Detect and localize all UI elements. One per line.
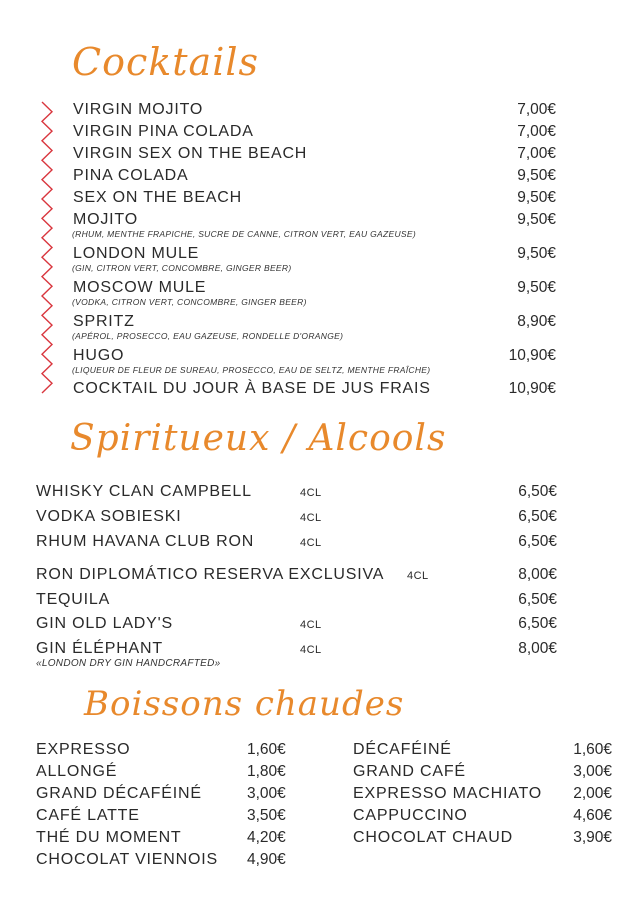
spirit-unit: 4CL <box>300 512 322 524</box>
cocktail-price: 9,50€ <box>517 167 556 184</box>
hot-drink-name: CAFÉ LATTE <box>36 807 140 824</box>
hot-drink-name: THÉ DU MOMENT <box>36 829 182 846</box>
cocktail-description: (RHUM, MENTHE FRAPICHE, SUCRE DE CANNE, CITRON VERT, EAU GAZEUSE) <box>72 229 416 239</box>
cocktail-name: VIRGIN PINA COLADA <box>73 123 254 140</box>
hot-drink-name: EXPRESSO <box>36 741 131 758</box>
spirit-price: 6,50€ <box>518 508 557 525</box>
spirit-price: 6,50€ <box>518 483 557 500</box>
hot-drink-price: 4,60€ <box>573 807 612 824</box>
cocktail-name: VIRGIN MOJITO <box>73 101 204 118</box>
cocktail-price: 9,50€ <box>517 279 556 296</box>
cocktail-name: SPRITZ <box>73 313 135 330</box>
spirit-price: 6,50€ <box>518 533 557 550</box>
spirit-unit: 4CL <box>300 487 322 499</box>
cocktail-name: PINA COLADA <box>73 167 189 184</box>
spirit-price: 6,50€ <box>518 591 557 608</box>
cocktail-name: HUGO <box>73 347 125 364</box>
spirit-name: GIN ÉLÉPHANT <box>36 640 163 657</box>
spirit-description: «LONDON DRY GIN HANDCRAFTED» <box>36 658 221 669</box>
hot-drink-price: 3,00€ <box>247 785 286 802</box>
hot-drink-price: 1,60€ <box>573 741 612 758</box>
cocktail-price: 10,90€ <box>508 347 556 364</box>
spirit-unit: 4CL <box>300 644 322 656</box>
hot-drink-price: 3,90€ <box>573 829 612 846</box>
cocktail-price: 9,50€ <box>517 189 556 206</box>
cocktail-description: (LIQUEUR DE FLEUR DE SUREAU, PROSECCO, EAU DE SELTZ, MENTHE FRAÎCHE) <box>72 365 431 375</box>
spirit-name: WHISKY CLAN CAMPBELL <box>36 483 252 500</box>
cocktail-price: 9,50€ <box>517 245 556 262</box>
hot-drink-price: 1,60€ <box>247 741 286 758</box>
hot-drink-name: CHOCOLAT CHAUD <box>353 829 513 846</box>
cocktail-description: (GIN, CITRON VERT, CONCOMBRE, GINGER BEER) <box>72 263 292 273</box>
spirit-name: VODKA SOBIESKI <box>36 508 182 525</box>
cocktail-price: 7,00€ <box>517 101 556 118</box>
spirit-unit: 4CL <box>300 537 322 549</box>
hot-drink-price: 3,00€ <box>573 763 612 780</box>
cocktail-name: MOSCOW MULE <box>73 279 207 296</box>
hot-drink-price: 4,90€ <box>247 851 286 868</box>
spirit-price: 8,00€ <box>518 640 557 657</box>
hot-drink-name: CHOCOLAT VIENNOIS <box>36 851 218 868</box>
cocktail-price: 7,00€ <box>517 123 556 140</box>
cocktail-price: 9,50€ <box>517 211 556 228</box>
hot-drink-name: CAPPUCCINO <box>353 807 468 824</box>
spirit-name: RHUM HAVANA CLUB RON <box>36 533 255 550</box>
cocktail-name: LONDON MULE <box>73 245 200 262</box>
cocktail-price: 8,90€ <box>517 313 556 330</box>
hot-drink-name: GRAND DÉCAFÉINÉ <box>36 785 202 802</box>
hot-drink-price: 3,50€ <box>247 807 286 824</box>
cocktail-name: COCKTAIL DU JOUR À BASE DE JUS FRAIS <box>73 380 431 397</box>
hot-drink-name: DÉCAFÉINÉ <box>353 741 452 758</box>
spirit-unit: 4CL <box>407 570 429 582</box>
hot-drink-price: 2,00€ <box>573 785 612 802</box>
spirit-price: 8,00€ <box>518 566 557 583</box>
spirit-unit: 4CL <box>300 619 322 631</box>
cocktail-name: VIRGIN SEX ON THE BEACH <box>73 145 308 162</box>
cocktail-price: 10,90€ <box>508 380 556 397</box>
spirits-heading: Spiritueux / Alcools <box>70 418 447 459</box>
hot-drinks-heading: Boissons chaudes <box>84 684 405 724</box>
hot-drink-name: ALLONGÉ <box>36 763 118 780</box>
zigzag-decoration <box>38 100 58 400</box>
cocktail-name: MOJITO <box>73 211 138 228</box>
cocktail-price: 7,00€ <box>517 145 556 162</box>
spirit-name: TEQUILA <box>36 591 111 608</box>
cocktails-heading: Cocktails <box>72 40 259 84</box>
cocktail-description: (VODKA, CITRON VERT, CONCOMBRE, GINGER BEER) <box>72 297 307 307</box>
spirit-price: 6,50€ <box>518 615 557 632</box>
spirit-name: GIN OLD LADY'S <box>36 615 173 632</box>
cocktail-name: SEX ON THE BEACH <box>73 189 242 206</box>
spirit-name: RON DIPLOMÁTICO RESERVA EXCLUSIVA <box>36 566 385 583</box>
hot-drink-price: 1,80€ <box>247 763 286 780</box>
hot-drink-name: GRAND CAFÉ <box>353 763 466 780</box>
hot-drink-price: 4,20€ <box>247 829 286 846</box>
hot-drink-name: EXPRESSO MACHIATO <box>353 785 543 802</box>
cocktail-description: (APÉROL, PROSECCO, EAU GAZEUSE, RONDELLE D'ORANGE) <box>72 331 344 341</box>
